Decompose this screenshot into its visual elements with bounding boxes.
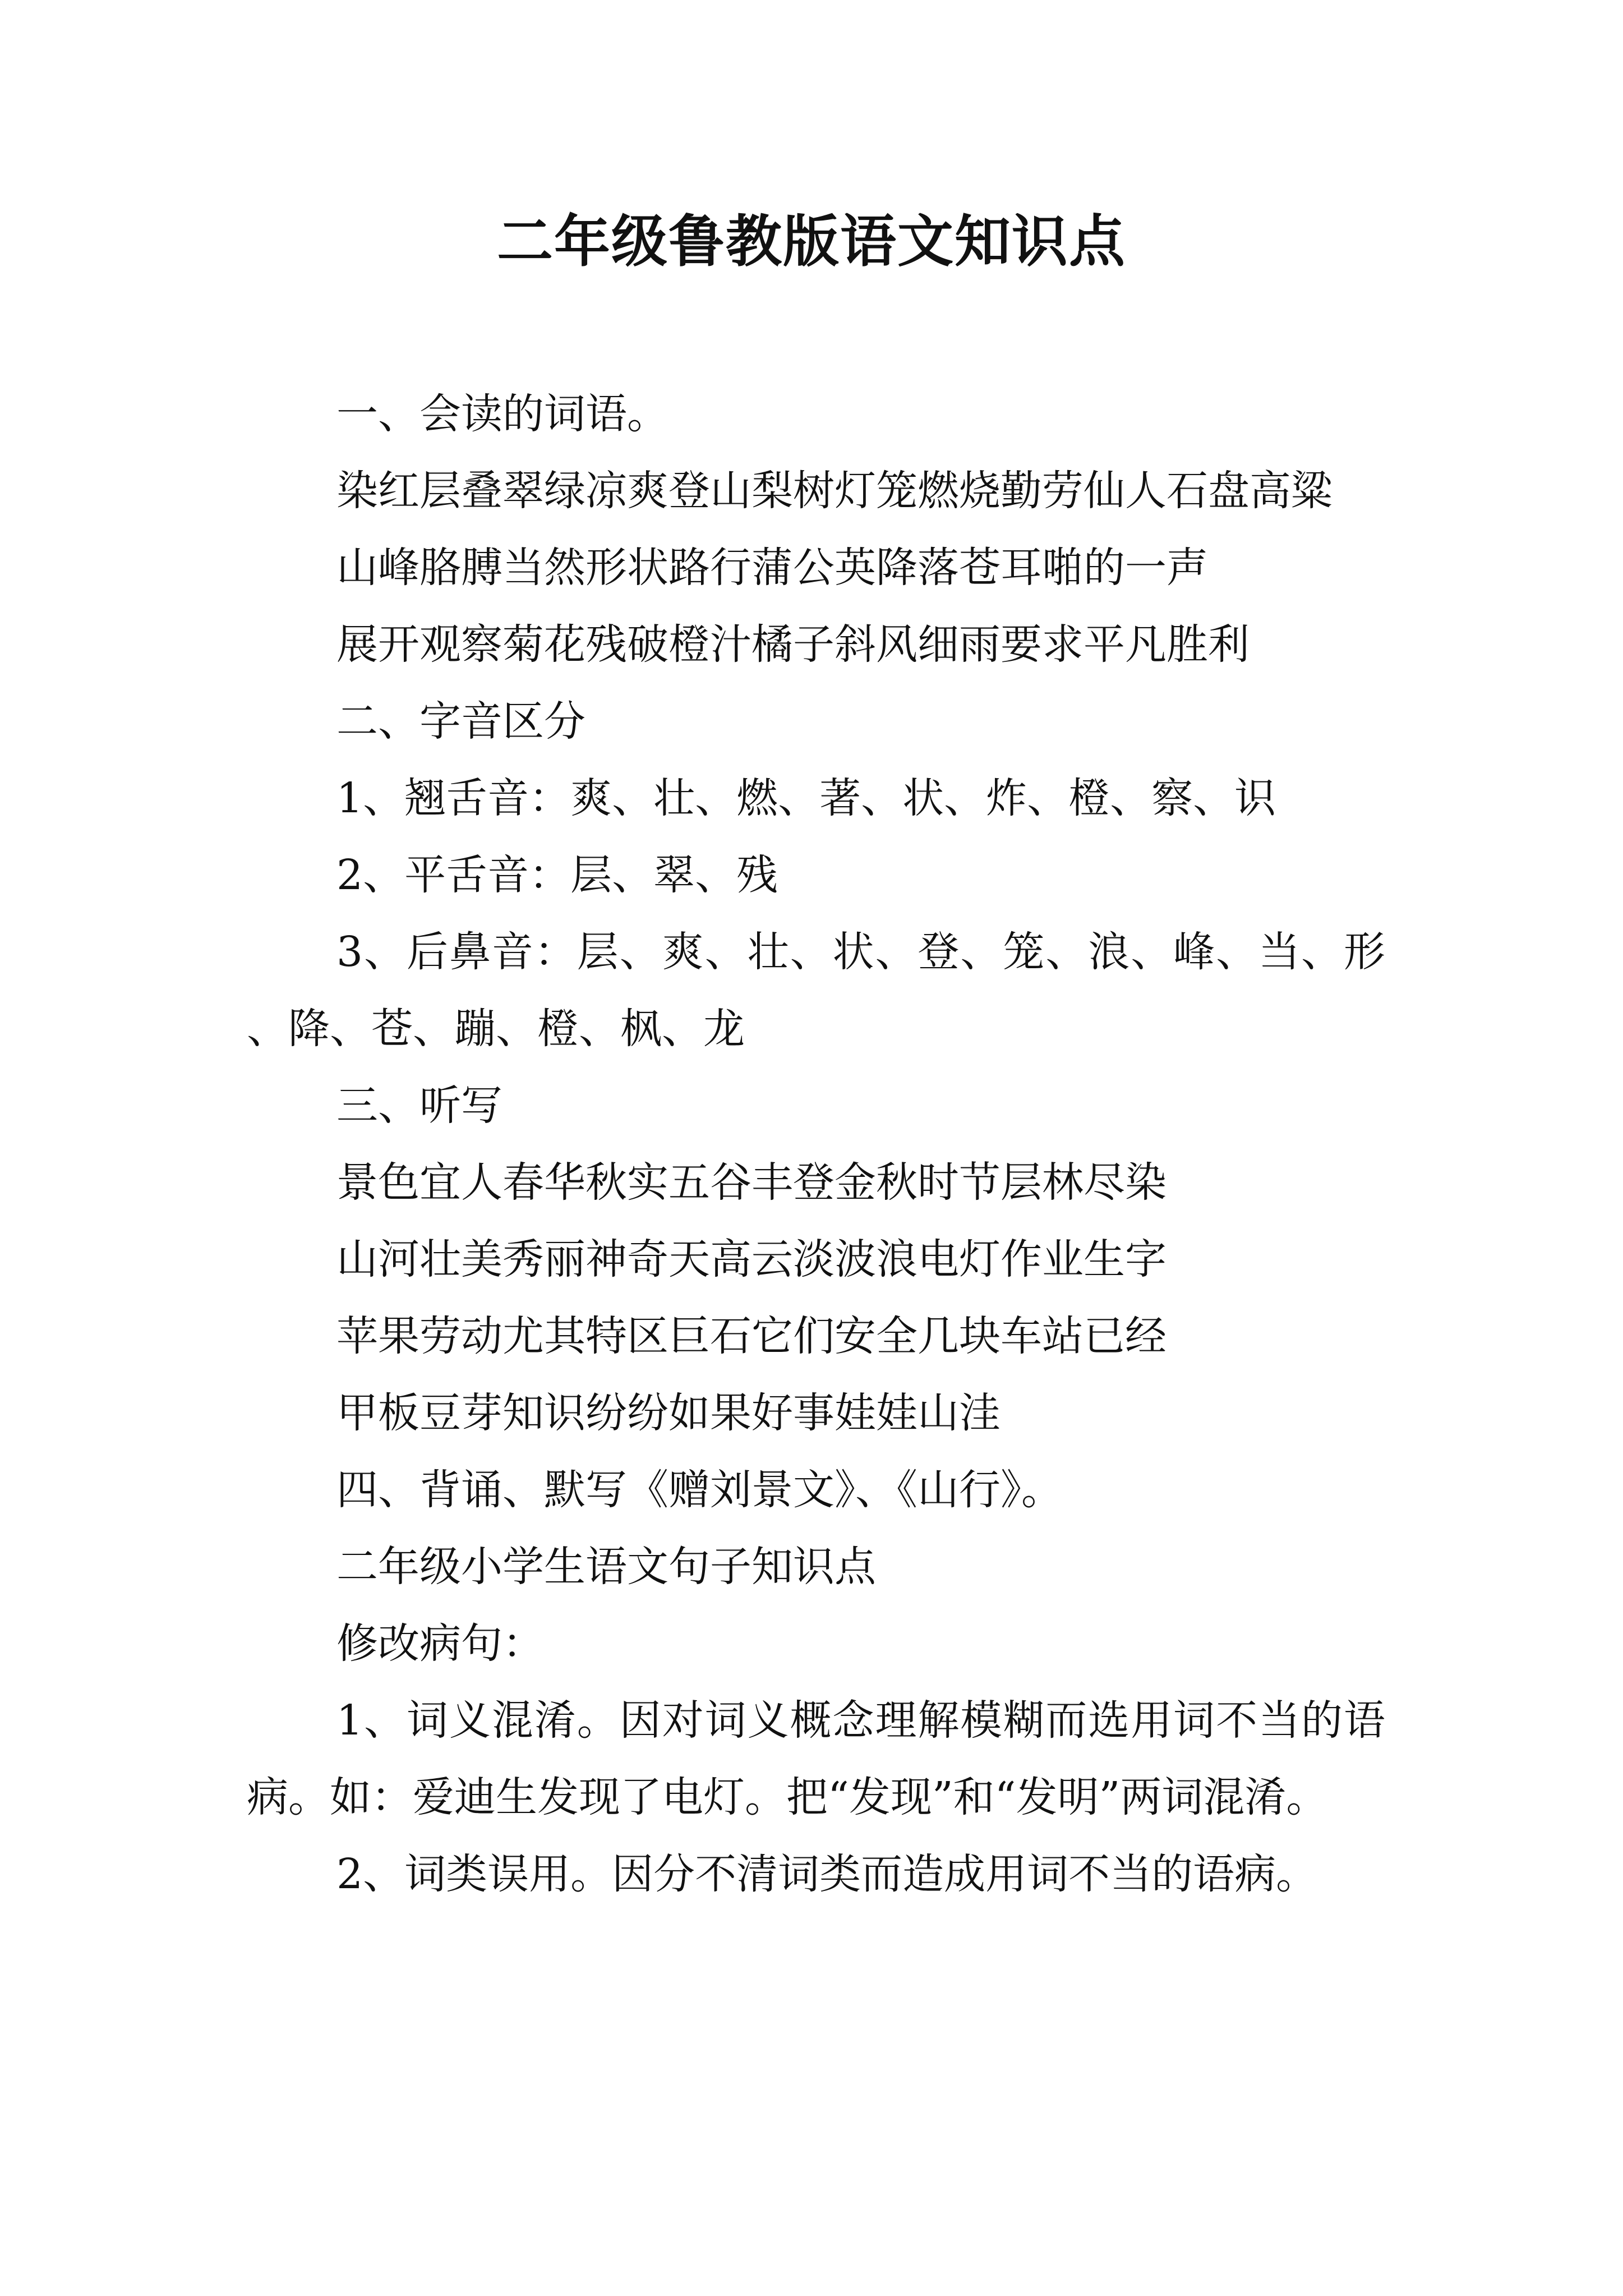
paragraph: 2、平舌音：层、翠、残 (336, 851, 778, 899)
paragraph: 甲板豆芽知识纷纷如果好事娃娃山洼 (336, 1389, 1000, 1437)
paragraph: 四、背诵、默写《赠刘景文》、《山行》。 (336, 1466, 1063, 1514)
paragraph: 三、听写 (336, 1082, 502, 1130)
paragraph: 染红层叠翠绿凉爽登山梨树灯笼燃烧勤劳仙人石盘高粱 (336, 467, 1332, 515)
paragraph: 景色宜人春华秋实五谷丰登金秋时节层林尽染 (336, 1158, 1166, 1207)
paragraph: 2、词类误用。因分不清词类而造成用词不当的语病。 (336, 1850, 1318, 1898)
document-title: 二年级鲁教版语文知识点 (497, 208, 1126, 274)
paragraph: 二、字音区分 (336, 697, 585, 746)
paragraph: 1、翘舌音：爽、壮、燃、著、状、炸、橙、察、识 (336, 774, 1276, 822)
paragraph: 二年级小学生语文句子知识点 (336, 1543, 876, 1591)
paragraph: 3、后鼻音：层、爽、壮、状、登、笼、浪、峰、当、形、降、苍、蹦、橙、枫、龙 (247, 928, 1385, 1053)
paragraph: 苹果劳动尤其特区巨石它们安全几块车站已经 (336, 1312, 1166, 1360)
paragraph: 山河壮美秀丽神奇天高云淡波浪电灯作业生字 (336, 1235, 1166, 1283)
paragraph: 一、会读的词语。 (336, 390, 668, 438)
document-body (247, 376, 1385, 1913)
paragraph: 山峰胳膊当然形状路行蒲公英降落苍耳啪的一声 (336, 544, 1208, 592)
paragraph: 修改病句： (336, 1619, 544, 1668)
paragraph: 1、词义混淆。因对词义概念理解模糊而选用词不当的语病。如：爱迪生发现了电灯。把“发现”和“发明”两词混淆。 (247, 1696, 1385, 1821)
paragraph: 展开观察菊花残破橙汁橘子斜风细雨要求平凡胜利 (336, 620, 1249, 669)
